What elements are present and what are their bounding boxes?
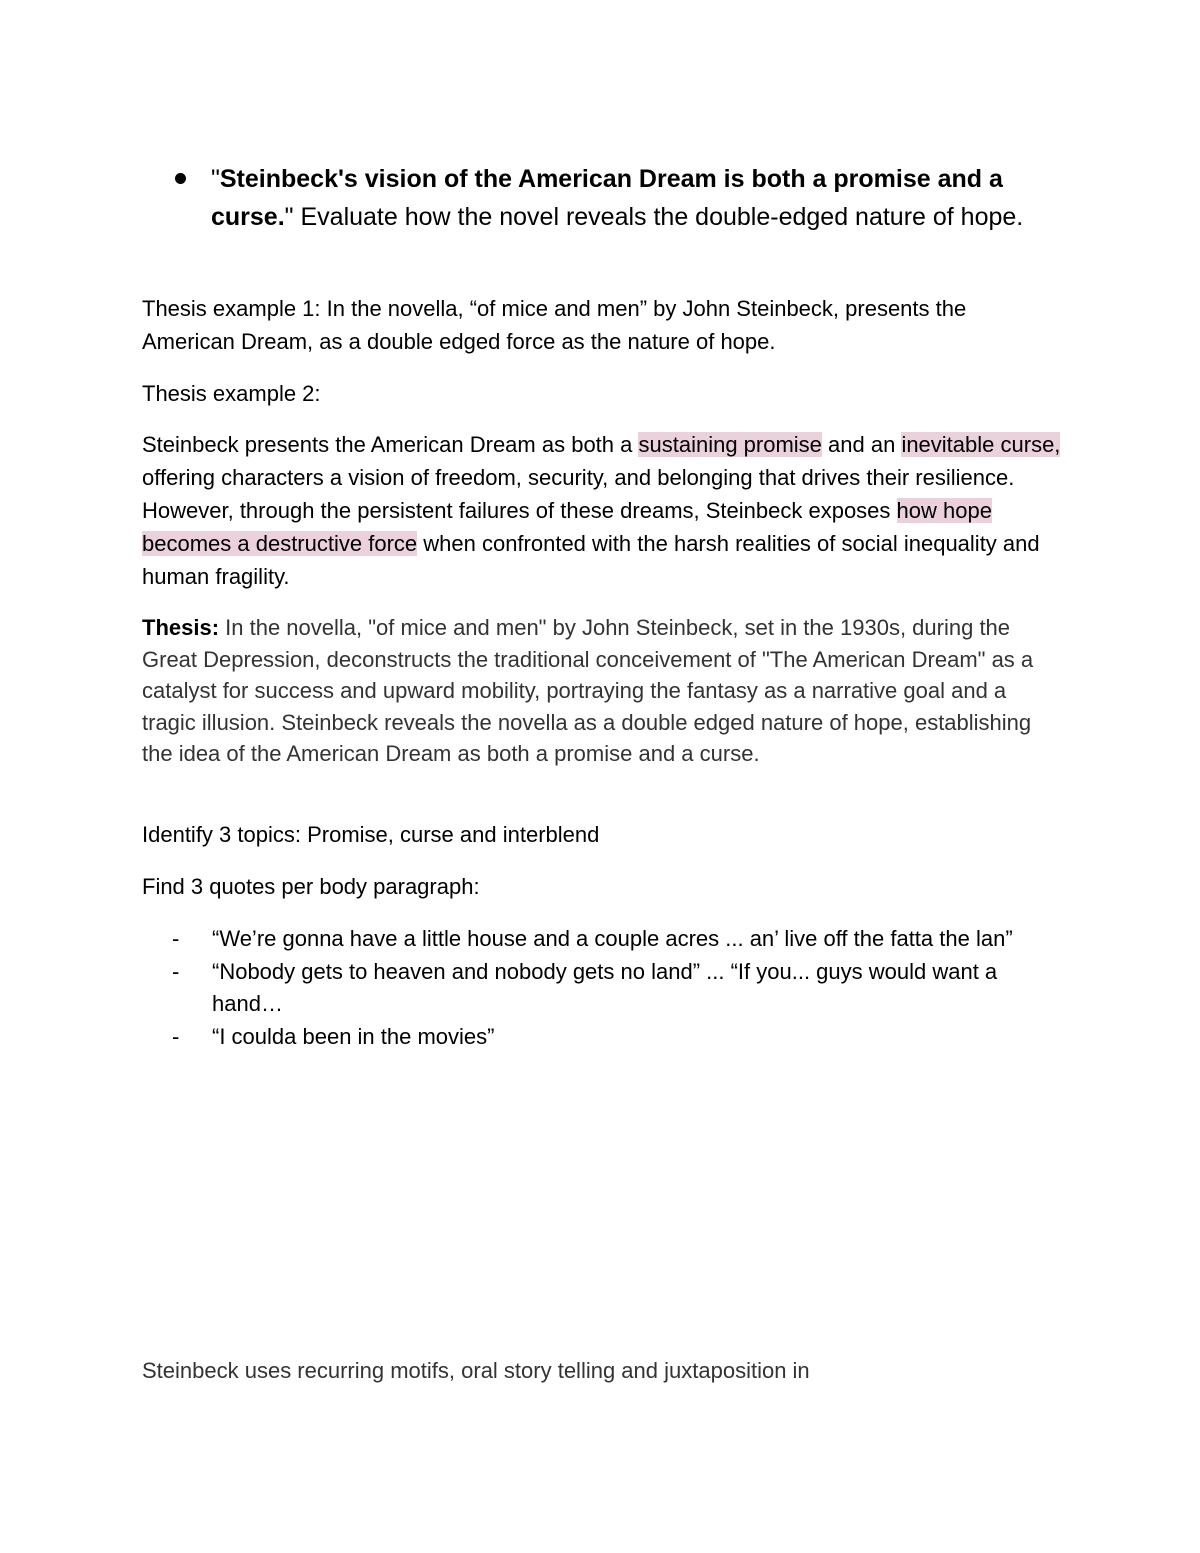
essay-prompt-rest: Evaluate how the novel reveals the double-edged nature of hope. — [293, 203, 1024, 231]
topics-line: Identify 3 topics: Promise, curse and interblend — [142, 822, 600, 847]
highlight-sustaining-promise: sustaining promise — [638, 432, 822, 457]
highlight-inevitable-curse: inevitable curse, — [901, 432, 1061, 457]
essay-prompt-bold: Steinbeck's vision of the American Dream is both a promise and a curse. — [211, 165, 1003, 231]
highlight-destructive-force: how hope becomes a destructive force — [142, 498, 992, 556]
essay-prompt-text: "Steinbeck's vision of the American Dream is both a promise and a curse." Evaluate how the novel reveals the double-edged nature of hope. — [211, 165, 1024, 231]
quotes-list — [172, 923, 1062, 1053]
thesis-example-2-body: Steinbeck presents the American Dream as both a sustaining promise and an inevitable curse, offering characters a vision of freedom, security, and belonging that drives their resilience. However, through the persistent failures of these dreams, Steinbeck exposes how hope becomes a destructive force when confronted with the harsh realities of social inequality and human fragility. — [142, 432, 1061, 589]
list-item: - “We’re gonna have a little house and a couple acres ... an’ live off the fatta the lan” — [172, 926, 1013, 951]
final-thesis — [142, 612, 1062, 770]
final-thesis-label: Thesis: — [142, 615, 220, 640]
thesis-example-1: Thesis example 1: In the novella, “of mice and men” by John Steinbeck, presents the American Dream, as a double edged force as the nature of hope. — [142, 296, 967, 354]
final-thesis-text: In the novella, "of mice and men" by John Steinbeck, set in the 1930s, during the Great Depression, deconstructs the traditional conceivement of "The American Dream" as a catalyst for success and upward mobility, portraying the fantasy as a narrative goal and a tragic illusion. Steinbeck reveals the novella as a double edged nature of hope, establishing the idea of the American Dream as both a promise and a curse. — [142, 615, 1034, 766]
list-item: - “Nobody gets to heaven and nobody gets no land” ... “If you... guys would want a hand… — [172, 958, 998, 1016]
thesis-example-2-label: Thesis example 2: — [142, 381, 321, 406]
bullet-icon — [175, 173, 186, 184]
essay-prompt — [175, 160, 1055, 236]
quotes-heading: Find 3 quotes per body paragraph: — [142, 874, 480, 899]
list-item: - “I coulda been in the movies” — [172, 1023, 495, 1049]
closing-sentence: Steinbeck uses recurring motifs, oral story telling and juxtaposition in — [142, 1358, 810, 1383]
